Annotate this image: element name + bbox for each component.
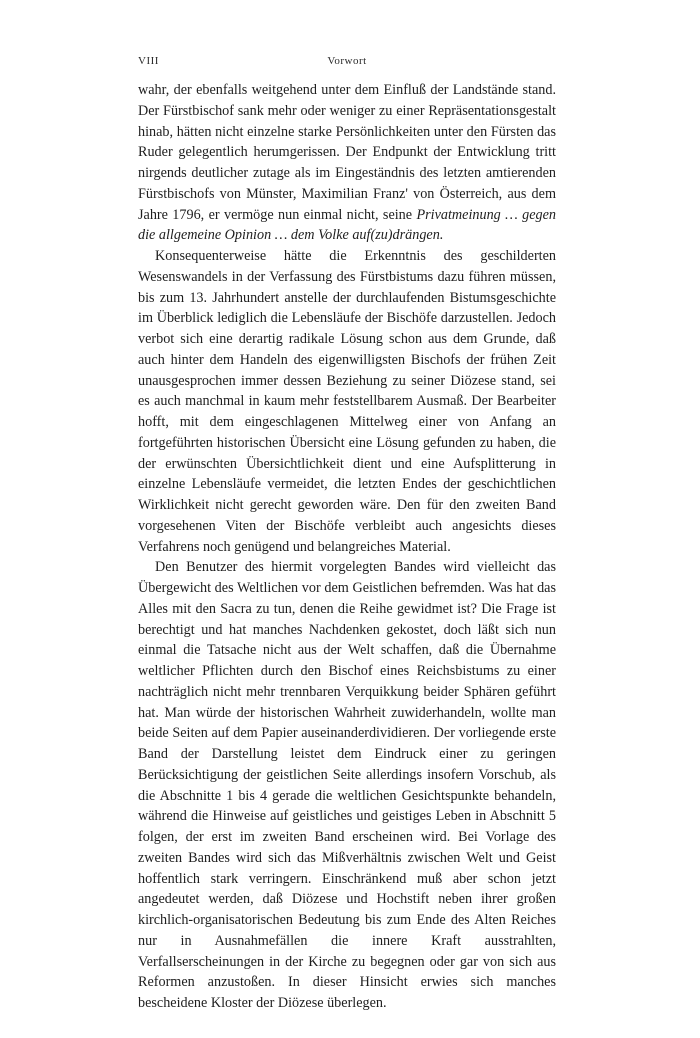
- paragraph-2: Konsequenterweise hätte die Erkenntnis des geschilderten Wesenswandels in der Verfassung des Fürstbistums dazu führen müssen, bis zum 13. Jahrhundert anstelle der durchlaufenden Bistumsgeschichte im Überblick lediglich die Lebensläufe der Bischöfe darzustellen. Jedoch verbot sich eine derartig radikale Lösung schon aus dem Grunde, daß auch hinter dem Handeln des eigenwilligsten Bischofs der frühen Zeit unausgesprochen immer dessen Beziehung zu seiner Diözese stand, sei es auch manchmal in kaum mehr feststellbarem Ausmaß. Der Bearbeiter hofft, mit dem eingeschlagenen Mittelweg einer von Anfang an fortgeführten historischen Übersicht eine Lösung gefunden zu haben, die der erwünschten Übersichtlichkeit dient und eine Aufsplitterung in einzelne Lebensläufe vermeidet, die letzten Endes der geschichtlichen Wirklichkeit nicht gerecht geworden wäre. Den für den zweiten Band vorgesehenen Viten der Bischöfe verbleibt auch angesichts dieses Verfahrens noch genügend und belangreiches Material.: [138, 248, 556, 555]
- book-page: [138, 52, 556, 1014]
- running-title: Vorwort: [327, 55, 367, 67]
- running-head: [138, 52, 556, 74]
- paragraph-3: Den Benutzer des hiermit vorgelegten Bandes wird vielleicht das Übergewicht des Weltlichen vor dem Geistlichen befremden. Was hat das Alles mit den Sacra zu tun, denen die Reihe gewidmet ist? Die Frage ist berechtigt und hat manches Nachdenken gekostet, doch läßt sich nun einmal die Tatsache nicht aus der Welt schaffen, daß die Übernahme weltlicher Pflichten durch den Bischof eines Reichsbistums zu einer nachträglich nicht mehr trennbaren Verquikkung beider Sphären geführt hat. Man würde der historischen Wahrheit zuwiderhandeln, wollte man beide Seiten auf dem Papier auseinanderdividieren. Der vorliegende erste Band der Darstellung leistet dem Eindruck einer zu geringen Berücksichtigung der geistlichen Seite allerdings insofern Vorschub, als die Abschnitte 1 bis 4 gerade die weltlichen Gesichtspunkte behandeln, während die Hinweise auf geistliches und geistiges Leben in Abschnitt 5 folgen, der erst im zweiten Band erscheinen wird. Bei Vorlage des zweiten Bandes wird sich das Mißverhältnis zwischen Welt und Geist hoffentlich stark verringern. Einschränkend muß aber schon jetzt angedeutet werden, daß Diözese und Hochstift neben ihrer großen kirchlich-organisatorischen Bedeutung bis zum Ende des Alten Reiches nur in Ausnahmefällen die innere Kraft ausstrahlten, Verfallserscheinungen in der Kirche zu begegnen oder gar von sich aus Reformen anzustoßen. In dieser Hinsicht erwies sich manches bescheidene Kloster der Diözese überlegen.: [138, 559, 556, 1011]
- paragraph-1-quote: Privatmeinung … gegen die allgemeine Opinion … dem Volke auf(zu)drängen.: [138, 206, 557, 244]
- body-text: [138, 80, 556, 1014]
- page-number: VIII: [138, 55, 159, 67]
- paragraph-1: [138, 80, 556, 246]
- paragraph-1-text: wahr, der ebenfalls weitgehend unter dem Einfluß der Landstände stand. Der Fürstbischof sank mehr oder weniger zu einer Repräsentationsgestalt hinab, hätten nicht einzelne starke Persönlichkeiten unter den Fürsten das Ruder gelegentlich herumgerissen. Der Endpunkt der Entwicklung tritt nirgends deutlicher zutage als im Eingeständnis des letzten amtierenden Fürstbischofs von Münster, Maximilian Franz' von Österreich, aus dem Jahre 1796, er vermöge nun einmal nicht, seine: [138, 82, 556, 223]
